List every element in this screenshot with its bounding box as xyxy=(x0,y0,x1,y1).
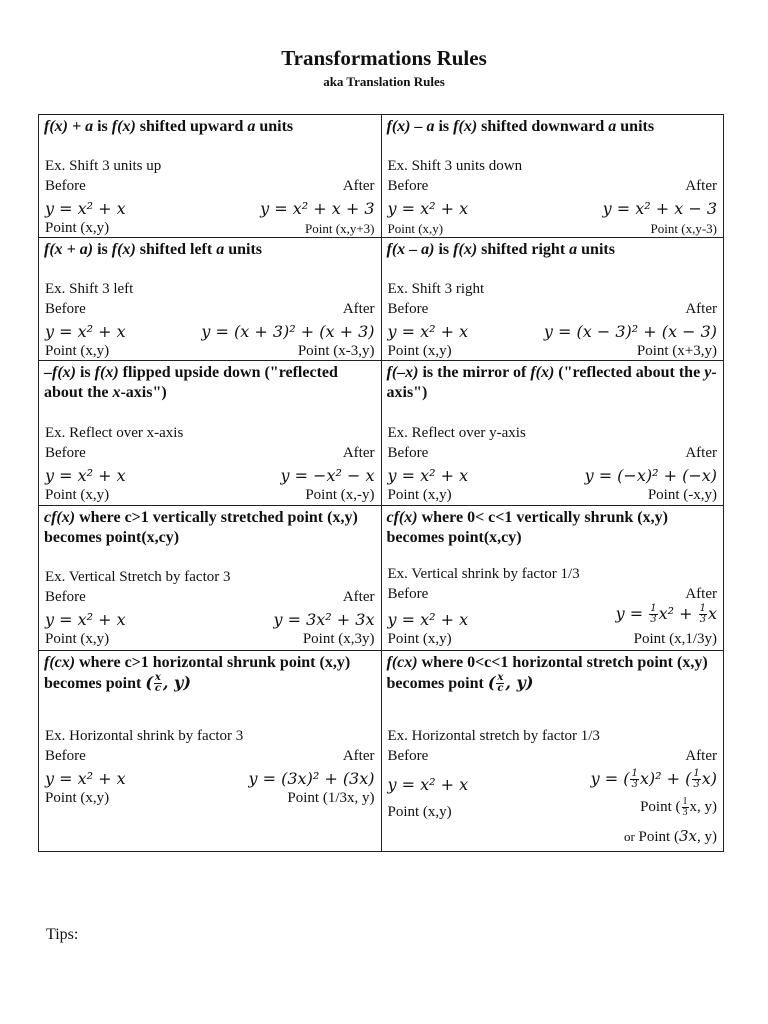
example-text: Ex. Horizontal stretch by factor 1/3 xyxy=(387,728,600,744)
point-before: Point (x,y) xyxy=(45,220,110,236)
example-text: Ex. Shift 3 units up xyxy=(45,158,162,174)
equation-before: y = x² + x xyxy=(387,199,469,218)
after-label: After xyxy=(342,178,375,194)
table-row xyxy=(39,651,724,852)
rule-heading: f(cx) where 0<c<1 horizontal stretch point (x,y) becomes point ( $\frac{x}{c}$ , y) xyxy=(386,654,708,694)
after-label: After xyxy=(342,748,375,764)
example-text: Ex. Shift 3 units down xyxy=(387,158,523,174)
rule-heading: cf(x) where 0< c<1 vertically shrunk (x,y) becomes point(x,cy) xyxy=(386,509,668,546)
before-label: Before xyxy=(45,445,86,461)
after-label: After xyxy=(685,748,717,764)
point-after: Point ( $\frac{1}{3}$ x, y) xyxy=(640,796,717,818)
table-row xyxy=(39,115,724,238)
example-text: Ex. Vertical shrink by factor 1/3 xyxy=(387,566,580,582)
equation-after: y = x² + x − 3 xyxy=(602,199,717,218)
rule-cell-shift-right xyxy=(382,238,724,360)
point-before: Point (x,y) xyxy=(387,487,452,503)
table-row xyxy=(39,361,724,506)
rule-cell-shift-down xyxy=(382,115,724,237)
example-text: Ex. Reflect over x-axis xyxy=(45,425,184,441)
equation-before: y = x² + x xyxy=(45,199,126,218)
page-subtitle: aka Translation Rules xyxy=(323,74,445,89)
rule-heading: f(x – a) is f(x) shifted right a units xyxy=(386,241,615,258)
point-before: Point (x,y) xyxy=(387,804,452,820)
equation-before: y = x² + x xyxy=(45,610,126,629)
before-label: Before xyxy=(387,301,429,317)
point-before: Point (x,y) xyxy=(387,631,452,647)
equation-before: y = x² + x xyxy=(387,322,469,341)
fraction-one-third: $\frac{1}{3}$ xyxy=(631,768,638,790)
equation-after: y = −x² − x xyxy=(280,466,375,485)
example-text: Ex. Shift 3 left xyxy=(45,281,134,297)
rule-heading: cf(x) where c>1 vertically stretched point (x,y) becomes point(x,cy) xyxy=(44,509,358,546)
rule-cell-shift-up xyxy=(39,115,381,237)
after-label: After xyxy=(685,445,717,461)
fraction-one-third: $\frac{1}{3}$ xyxy=(693,768,700,790)
page-title: Transformations Rules xyxy=(281,46,487,70)
rules-table xyxy=(38,114,724,852)
example-text: Ex. Vertical Stretch by factor 3 xyxy=(45,569,231,585)
fraction-x-over-c: $\frac{x}{c}$ xyxy=(154,672,161,694)
rule-cell-horizontal-shrink xyxy=(39,651,381,851)
rule-heading: –f(x) is f(x) flipped upside down ("reflected about the x-axis") xyxy=(44,364,338,401)
before-label: Before xyxy=(45,301,86,317)
before-label: Before xyxy=(387,178,429,194)
point-before: Point (x,y) xyxy=(45,790,110,806)
equation-after: y = (−x)² + (−x) xyxy=(584,466,717,485)
equation-before: y = x² + x xyxy=(387,610,469,629)
table-row xyxy=(39,506,724,651)
point-after: Point (x,1/3y) xyxy=(633,631,717,647)
equation-before: y = x² + x xyxy=(45,322,126,341)
rule-cell-horizontal-stretch xyxy=(382,651,724,851)
point-before: Point (x,y) xyxy=(387,343,452,359)
point-after: Point (x+3,y) xyxy=(636,343,717,359)
point-after: Point (x,y+3) xyxy=(305,221,375,236)
point-after: Point (x,3y) xyxy=(302,631,375,647)
before-label: Before xyxy=(45,589,86,605)
equation-after: y = (x − 3)² + (x − 3) xyxy=(543,322,717,341)
tips-label: Tips: xyxy=(46,926,79,943)
after-label: After xyxy=(342,445,375,461)
point-before: Point (x,y) xyxy=(45,487,110,503)
before-label: Before xyxy=(387,586,429,602)
equation-after: y = (3x)² + (3x) xyxy=(248,769,375,788)
rule-cell-vertical-shrink xyxy=(382,506,724,650)
after-label: After xyxy=(342,589,375,605)
point-before: Point (x,y) xyxy=(45,343,110,359)
point-after: Point (x,y-3) xyxy=(650,221,717,236)
rule-cell-reflect-x xyxy=(39,361,381,505)
equation-after: y = (x + 3)² + (x + 3) xyxy=(201,322,375,341)
equation-after: y = x² + x + 3 xyxy=(260,199,375,218)
point-after: Point (-x,y) xyxy=(647,487,717,503)
before-label: Before xyxy=(45,748,86,764)
fraction-x-over-c: $\frac{x}{c}$ xyxy=(497,672,504,694)
rule-cell-vertical-stretch xyxy=(39,506,381,650)
fraction-one-third: $\frac{1}{3}$ xyxy=(650,603,657,625)
equation-before: y = x² + x xyxy=(387,775,469,794)
rule-heading: f(x) + a is f(x) shifted upward a units xyxy=(44,118,294,135)
after-label: After xyxy=(342,301,375,317)
example-text: Ex. Horizontal shrink by factor 3 xyxy=(45,728,244,744)
rule-cell-reflect-y xyxy=(382,361,724,505)
example-text: Ex. Shift 3 right xyxy=(387,281,485,297)
after-label: After xyxy=(685,301,717,317)
after-label: After xyxy=(685,178,717,194)
point-after: Point (1/3x, y) xyxy=(287,790,375,806)
rule-heading: f(x) – a is f(x) shifted downward a units xyxy=(386,118,655,135)
equation-before: y = x² + x xyxy=(45,466,126,485)
rule-cell-shift-left xyxy=(39,238,381,360)
rule-heading: f(cx) where c>1 horizontal shrunk point (x,y) becomes point ( $\frac{x}{c}$ , y) xyxy=(44,654,351,694)
rule-heading: f(–x) is the mirror of f(x) ("reflected about the y-axis") xyxy=(386,364,717,401)
equation-after: y = 3x² + 3x xyxy=(273,610,375,629)
table-row xyxy=(39,238,724,361)
example-text: Ex. Reflect over y-axis xyxy=(387,425,526,441)
fraction-one-third: $\frac{1}{3}$ xyxy=(682,796,688,818)
point-before: Point (x,y) xyxy=(387,221,444,236)
point-after: Point (x-3,y) xyxy=(297,343,375,359)
point-before: Point (x,y) xyxy=(45,631,110,647)
before-label: Before xyxy=(45,178,86,194)
point-after: Point (x,-y) xyxy=(305,487,375,503)
equation-before: y = x² + x xyxy=(387,466,469,485)
fraction-one-third: $\frac{1}{3}$ xyxy=(699,603,706,625)
before-label: Before xyxy=(387,445,429,461)
point-after-alt: or Point (3x, y) xyxy=(623,827,717,845)
equation-before: y = x² + x xyxy=(45,769,126,788)
equation-after: y = ( $\frac{1}{3}$ x)² + ( $\frac{1}{3}$ x) xyxy=(590,768,717,790)
after-label: After xyxy=(685,586,717,602)
rule-heading: f(x + a) is f(x) shifted left a units xyxy=(44,241,262,258)
before-label: Before xyxy=(387,748,429,764)
equation-after: y = $\frac{1}{3}$ x² + $\frac{1}{3}$ x xyxy=(615,603,717,625)
